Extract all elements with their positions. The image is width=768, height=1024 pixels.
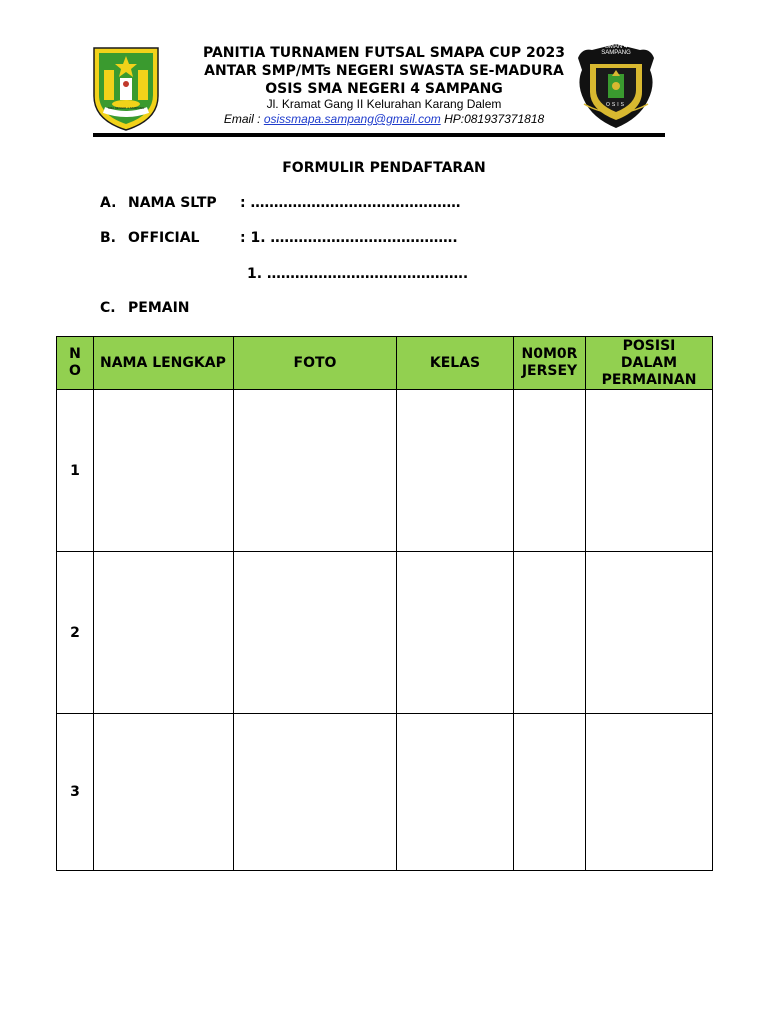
form-title: FORMULIR PENDAFTARAN (282, 160, 486, 176)
cell-nama[interactable] (94, 552, 234, 714)
table-header-row (57, 337, 713, 390)
row-number: 1 (57, 390, 94, 552)
table-row (57, 390, 713, 552)
header-no: N O (57, 337, 94, 390)
cell-nomor[interactable] (514, 390, 586, 552)
cell-kelas[interactable] (397, 714, 514, 871)
field-c-label: PEMAIN (128, 300, 190, 316)
cell-posisi[interactable] (586, 390, 713, 552)
cell-nomor[interactable] (514, 552, 586, 714)
table-row (57, 552, 713, 714)
field-b-value-2: 1. ……………………………………. (247, 266, 469, 282)
cell-nama[interactable] (94, 714, 234, 871)
cell-foto[interactable] (234, 552, 397, 714)
field-c-letter: C. (100, 300, 116, 316)
field-b-letter: B. (100, 230, 116, 246)
player-registration-table (56, 336, 713, 871)
phone-number: HP:081937371818 (440, 112, 545, 126)
field-a-value: : ……………………………………… (240, 195, 461, 211)
header-foto: FOTO (234, 337, 397, 390)
field-a-label: NAMA SLTP (128, 195, 217, 211)
cell-foto[interactable] (234, 714, 397, 871)
email-link[interactable]: osissmapa.sampang@gmail.com (263, 112, 441, 126)
header-nama-lengkap: NAMA LENGKAP (94, 337, 234, 390)
letterhead-address: Jl. Kramat Gang II Kelurahan Karang Dalem (266, 97, 502, 111)
cell-posisi[interactable] (586, 552, 713, 714)
cell-nama[interactable] (94, 390, 234, 552)
letterhead-divider (93, 133, 665, 137)
row-number: 2 (57, 552, 94, 714)
header-nomor-jersey: N0M0R JERSEY (514, 337, 586, 390)
cell-foto[interactable] (234, 390, 397, 552)
row-number: 3 (57, 714, 94, 871)
cell-kelas[interactable] (397, 552, 514, 714)
email-label: Email : (223, 112, 264, 126)
letterhead-line-2: ANTAR SMP/MTs NEGERI SWASTA SE-MADURA (204, 63, 564, 79)
table-row (57, 714, 713, 871)
field-b-value-1: : 1. …………………………………. (240, 230, 458, 246)
field-b-label: OFFICIAL (128, 230, 200, 246)
cell-nomor[interactable] (514, 714, 586, 871)
cell-posisi[interactable] (586, 714, 713, 871)
letterhead-line-3: OSIS SMA NEGERI 4 SAMPANG (265, 81, 503, 97)
right-logo-bottom-text: OSIS (606, 102, 626, 108)
left-logo-text: SMA NEGERI 4 SAMPANG (107, 106, 145, 110)
right-logo-top-text: SMAN 4 SAMPANG (601, 44, 631, 56)
header-kelas: KELAS (397, 337, 514, 390)
letterhead-line-1: PANITIA TURNAMEN FUTSAL SMAPA CUP 2023 (202, 45, 565, 61)
letterhead-contact (0, 112, 768, 126)
field-a-letter: A. (100, 195, 117, 211)
cell-kelas[interactable] (397, 390, 514, 552)
header-posisi: POSISI DALAM PERMAINAN (586, 337, 713, 390)
